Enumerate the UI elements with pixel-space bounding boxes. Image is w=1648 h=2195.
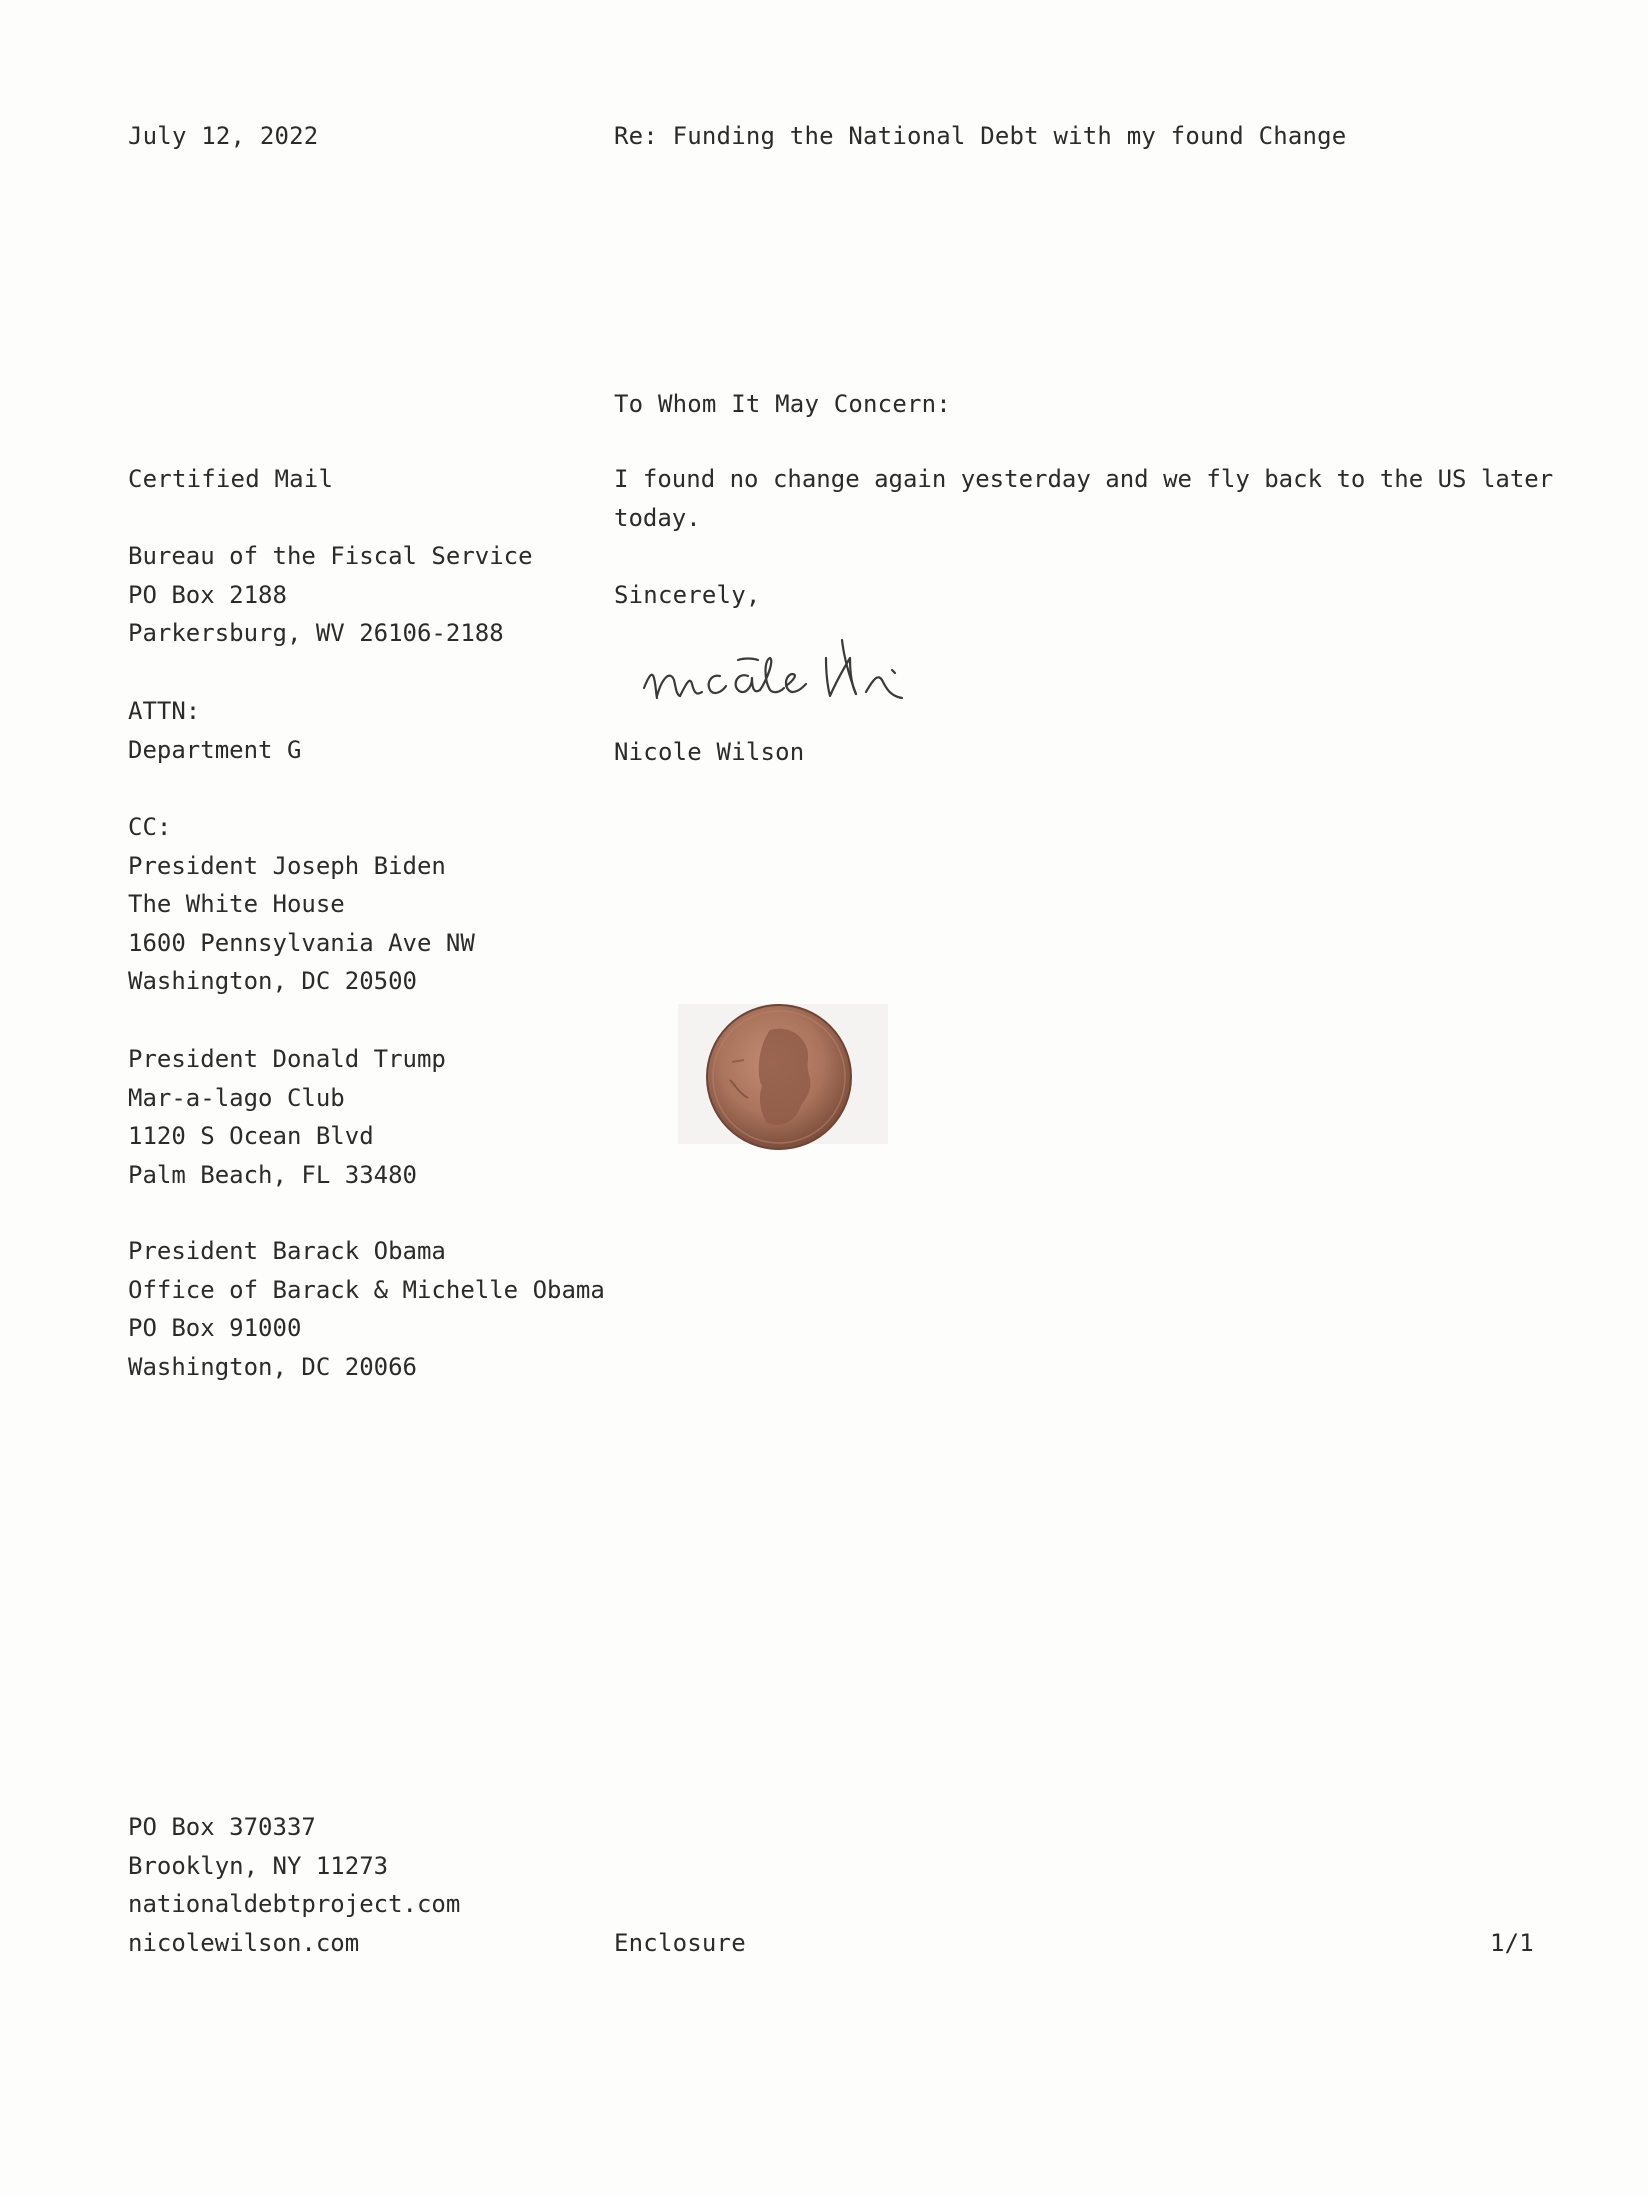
cc-line: President Joseph Biden xyxy=(128,851,446,880)
address-line: Parkersburg, WV 26106-2188 xyxy=(128,619,504,647)
salutation: To Whom It May Concern: xyxy=(614,390,951,418)
sender-line: Brooklyn, NY 11273 xyxy=(128,1851,389,1880)
cc-label: CC: xyxy=(128,813,172,841)
cc-recipient-block xyxy=(128,1040,446,1194)
body-line: today. xyxy=(614,503,701,532)
letter-subject: Re: Funding the National Debt with my found Change xyxy=(614,122,1347,150)
page-number: 1/1 xyxy=(1490,1929,1534,1957)
cc-block xyxy=(128,808,475,1001)
cc-line: The White House xyxy=(128,890,345,918)
signer-name: Nicole Wilson xyxy=(614,738,805,766)
cc-line: 1120 S Ocean Blvd xyxy=(128,1122,374,1150)
sender-website-line: nicolewilson.com xyxy=(128,1928,360,1957)
sender-line: PO Box 370337 xyxy=(128,1813,316,1841)
letter-body xyxy=(614,460,1553,537)
attn-label: ATTN: xyxy=(128,697,201,725)
body-line: I found no change again yesterday and we fly back to the US later xyxy=(614,465,1554,493)
address-line: Bureau of the Fiscal Service xyxy=(128,542,533,570)
sender-address xyxy=(128,1808,460,1962)
enclosure-label: Enclosure xyxy=(614,1929,746,1957)
cc-line: Mar-a-lago Club xyxy=(128,1083,345,1112)
handwritten-signature xyxy=(630,618,960,718)
cc-line: Washington, DC 20500 xyxy=(128,967,417,995)
sender-website-line: nationaldebtproject.com xyxy=(128,1890,461,1918)
attention-block xyxy=(128,692,301,769)
cc-line: PO Box 91000 xyxy=(128,1314,302,1342)
letter-date: July 12, 2022 xyxy=(128,122,319,150)
cc-line: 1600 Pennsylvania Ave NW xyxy=(128,928,475,957)
cc-line: President Donald Trump xyxy=(128,1045,446,1073)
delivery-method: Certified Mail xyxy=(128,465,334,493)
closing: Sincerely, xyxy=(614,581,761,609)
recipient-address xyxy=(128,537,533,653)
address-line: PO Box 2188 xyxy=(128,580,287,609)
cc-recipient-block xyxy=(128,1232,605,1386)
cc-line: Washington, DC 20066 xyxy=(128,1352,417,1381)
attn-value: Department G xyxy=(128,735,302,764)
cc-line: Office of Barack & Michelle Obama xyxy=(128,1275,605,1304)
cc-line: Palm Beach, FL 33480 xyxy=(128,1160,417,1189)
penny-coin-image xyxy=(670,990,900,1165)
cc-line: President Barack Obama xyxy=(128,1237,446,1265)
